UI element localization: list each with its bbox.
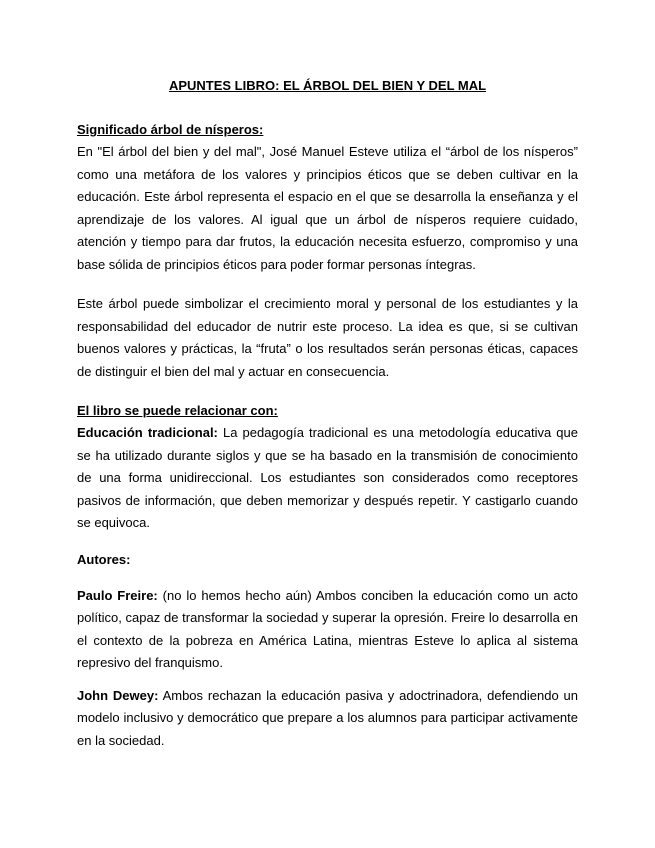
paragraph-metafora: En "El árbol del bien y del mal", José Manuel Esteve utiliza el “árbol de los nísperos” como una metáfora de los valores y principios éticos que se deben cultivar en la educación. Este árbol representa el espacio en el que se desarrolla la enseñanza y el aprendizaje de los valores. Al igual que un árbol de nísperos requiere cuidado, atención y tiempo para dar frutos, la educación necesita esfuerzo, compromiso y una base sólida de principios éticos para poder formar personas íntegras. <box>77 144 578 272</box>
paragraph-john-dewey <box>77 685 578 753</box>
label-educacion-tradicional: Educación tradicional: <box>77 425 218 440</box>
section-heading-relacion: El libro se puede relacionar con: <box>77 403 278 418</box>
paragraph-educacion-tradicional <box>77 422 578 535</box>
paragraph-simbolo: Este árbol puede simbolizar el crecimiento moral y personal de los estudiantes y la responsabilidad del educador de nutrir este proceso. La idea es que, si se cultivan buenos valores y prácticas, la “fruta” o los resultados serán personas éticas, capaces de distinguir el bien del mal y actuar en consecuencia. <box>77 296 578 379</box>
text-educacion-tradicional: La pedagogía tradicional es una metodología educativa que se ha utilizado durante siglos y que se ha basado en la transmisión de conocimiento de una forma unidireccional. Los estudiantes son considerados como receptores pasivos de información, que deben memorizar y después repetir. Y castigarlo cuando se equivoca. <box>77 425 578 530</box>
label-paulo-freire: Paulo Freire: <box>77 587 158 603</box>
text-paulo-freire: (no lo hemos hecho aún) Ambos conciben la educación como un acto político, capaz de transformar la sociedad y superar la opresión. Freire lo desarrolla en el contexto de la pobreza en América Latina, mientras Esteve lo aplica al sistema represivo del franquismo. <box>77 587 578 670</box>
text-john-dewey: Ambos rechazan la educación pasiva y adoctrinadora, defendiendo un modelo inclusivo y democrático que prepare a los alumnos para participar activamente en la sociedad. <box>77 687 578 748</box>
paragraph-paulo-freire <box>77 585 578 675</box>
section-heading-autores: Autores: <box>77 551 131 567</box>
section-heading-significado: Significado árbol de nísperos: <box>77 122 264 137</box>
label-john-dewey: John Dewey: <box>77 687 159 703</box>
document-title: APUNTES LIBRO: EL ÁRBOL DEL BIEN Y DEL MAL <box>168 78 487 93</box>
